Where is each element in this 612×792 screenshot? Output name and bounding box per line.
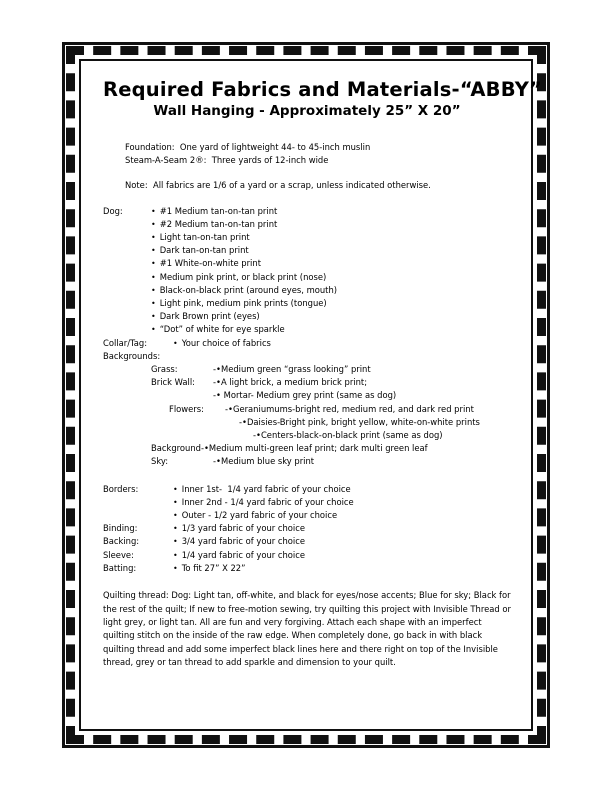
list-item-label: “Dot” of white for eye sparkle [159, 324, 285, 335]
bullet-icon: • [151, 299, 156, 309]
finishing-section [103, 522, 511, 575]
bullet-icon: • [173, 563, 178, 573]
bullet-icon: • [173, 511, 178, 521]
grass-row [103, 363, 511, 376]
mortar-line: -• Mortar- Medium grey print (same as dog) [213, 390, 397, 401]
bullet-icon: • [173, 497, 178, 507]
bullet-icon: • [151, 325, 156, 335]
list-item [173, 337, 511, 350]
bullet-icon: • [173, 338, 178, 348]
bullet-icon: • [151, 206, 156, 216]
page-subtitle: Wall Hanging - Approximately 25” X 20” [153, 103, 461, 119]
grass-label: Grass: [151, 364, 178, 375]
list-item-label: Outer - 1/2 yard fabric of your choice [181, 510, 338, 521]
dog-label: Dog: [103, 205, 123, 216]
list-item [151, 218, 511, 231]
batting-value [173, 562, 511, 575]
fabric-note: Note: All fabrics are 1/6 of a yard or a scrap, unless indicated otherwise. [125, 180, 431, 191]
bullet-icon: • [151, 259, 156, 269]
dog-items [151, 205, 511, 337]
list-item-label: #1 Medium tan-on-tan print [159, 205, 278, 216]
sky-text: -•Medium blue sky print [213, 456, 315, 467]
sleeve-row [103, 549, 511, 562]
sleeve-value [173, 549, 511, 562]
flowers-row [103, 403, 511, 443]
backing-label: Backing: [103, 536, 140, 547]
brick-wall-row [103, 376, 511, 389]
bullet-icon: • [151, 219, 156, 229]
list-item-label: Dark Brown print (eyes) [159, 311, 260, 322]
collar-tag-label: Collar/Tag: [103, 337, 148, 348]
bullet-icon: • [173, 484, 178, 494]
page-title: Required Fabrics and Materials-“ABBY” [103, 78, 543, 101]
list-item-label: Black-on-black print (around eyes, mouth) [159, 284, 338, 295]
binding-label: Binding: [103, 523, 138, 534]
list-item [151, 271, 511, 284]
backing-text: 3/4 yard fabric of your choice [181, 536, 306, 547]
bullet-icon: • [173, 550, 178, 560]
list-item-label: Medium pink print, or black print (nose) [159, 271, 327, 282]
sky-row [103, 455, 511, 468]
bullet-icon: • [173, 537, 178, 547]
list-item [151, 297, 511, 310]
list-item [173, 483, 511, 496]
list-item-label: Light tan-on-tan print [159, 232, 250, 243]
bullet-icon: • [173, 524, 178, 534]
list-item [173, 496, 511, 509]
list-item-label: Inner 2nd - 1/4 yard fabric of your choice [181, 496, 354, 507]
foundation-line: Foundation: One yard of lightweight 44- to 45-inch muslin [125, 142, 371, 152]
list-item-label: Your choice of fabrics [181, 337, 271, 348]
flowers-line: -•Daisies-Bright pink, bright yellow, white-on-white prints [239, 416, 480, 427]
binding-value [173, 522, 511, 535]
borders-label: Borders: [103, 483, 139, 494]
list-item [151, 205, 511, 218]
list-item-label: Light pink, medium pink prints (tongue) [159, 298, 327, 309]
bullet-icon: • [151, 233, 156, 243]
list-item [151, 323, 511, 336]
collar-tag-section [103, 337, 511, 350]
list-item [173, 509, 511, 522]
binding-row [103, 522, 511, 535]
flowers-line: -•Centers-black-on-black print (same as dog) [253, 430, 443, 441]
document-content [85, 64, 543, 726]
sleeve-label: Sleeve: [103, 549, 134, 560]
backing-row [103, 535, 511, 548]
flowers-line: -•Geraniumums-bright red, medium red, and dark red print [225, 403, 474, 414]
brick-wall-label: Brick Wall: [151, 377, 195, 388]
list-item-label: Inner 1st- 1/4 yard fabric of your choice [181, 483, 351, 494]
brick-wall-text: -•A light brick, a medium brick print; [213, 377, 368, 388]
bullet-icon: • [151, 246, 156, 256]
quilting-thread-note: Quilting thread: Dog: Light tan, off-white, and black for eyes/nose accents; Blue for sky; Black for the rest of the quilt; If new to free-motion sewing, try quilting this project with Invisible Thread or light grey, or light tan. All are fun and very forgiving. Attach each shape with an imperfect quilting stitch on the inside of the raw edge. When completely done, go back in with black quilting thread and add some imperfect black lines here and there right on top of the Invisible thread, grey or tan thread to add sparkle and dimension to your quilt. [103, 590, 511, 668]
borders-section [103, 483, 511, 523]
list-item [151, 244, 511, 257]
bullet-icon: • [151, 312, 156, 322]
bullet-icon: • [151, 272, 156, 282]
sky-label: Sky: [151, 456, 169, 467]
batting-label: Batting: [103, 562, 137, 573]
list-item [151, 310, 511, 323]
flowers-label: Flowers: [169, 403, 204, 414]
bullet-icon: • [151, 285, 156, 295]
flowers-items [225, 403, 511, 443]
list-item [151, 231, 511, 244]
list-item-label: #2 Medium tan-on-tan print [159, 218, 278, 229]
list-item-label: #1 White-on-white print [159, 258, 261, 269]
backing-value [173, 535, 511, 548]
list-item-label: Dark tan-on-tan print [159, 245, 249, 256]
sleeve-text: 1/4 yard fabric of your choice [181, 549, 306, 560]
batting-row [103, 562, 511, 575]
batting-text: To fit 27” X 22” [181, 562, 246, 573]
background-fabric-line: Background-•Medium multi-green leaf print; dark multi green leaf [151, 443, 428, 454]
dog-fabrics-section [103, 205, 511, 337]
list-item [151, 284, 511, 297]
supplies-section [103, 141, 511, 167]
list-item [151, 257, 511, 270]
borders-items [173, 483, 511, 523]
binding-text: 1/3 yard fabric of your choice [181, 523, 306, 534]
grass-text: -•Medium green “grass looking” print [213, 364, 371, 375]
backgrounds-section [103, 350, 511, 469]
collar-tag-items [173, 337, 511, 350]
backgrounds-label: Backgrounds: [103, 350, 161, 361]
steam-a-seam-line: Steam-A-Seam 2®: Three yards of 12-inch wide [125, 155, 329, 166]
